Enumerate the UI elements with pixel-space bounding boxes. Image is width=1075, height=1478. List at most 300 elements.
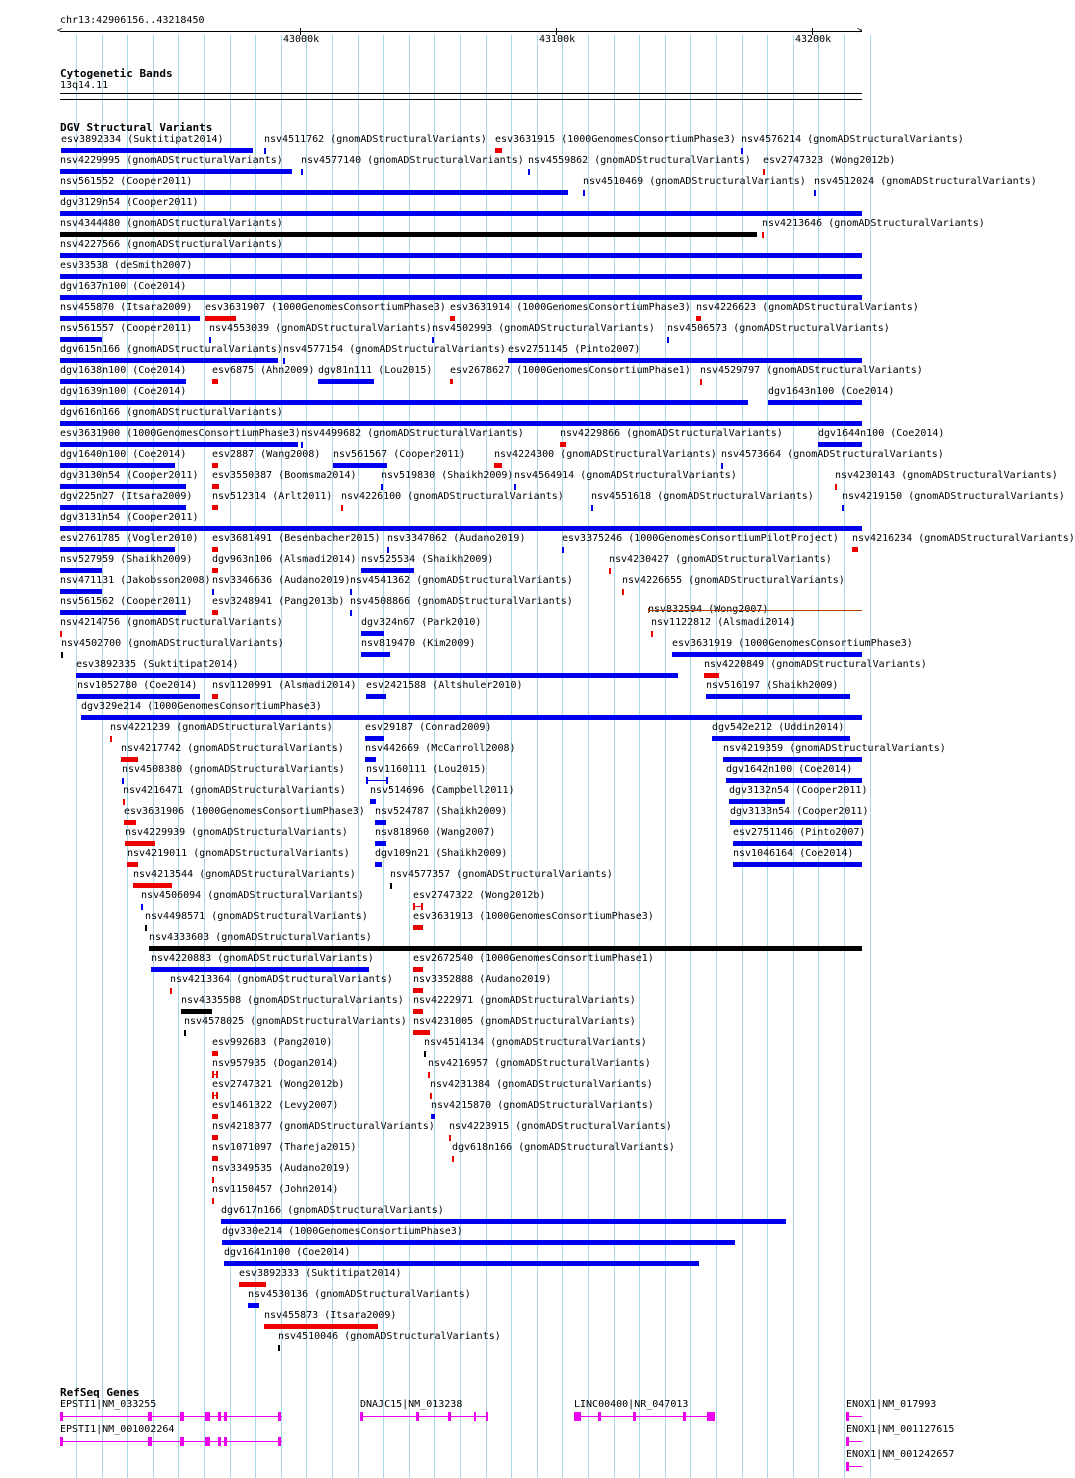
variant-label[interactable]: nsv818960 (Wang2007)	[375, 827, 496, 838]
variant-bar[interactable]	[141, 904, 143, 910]
variant-bar[interactable]	[350, 610, 352, 616]
variant-label[interactable]: esv3631906 (1000GenomesConsortiumPhase3)	[124, 806, 365, 817]
variant-bar[interactable]	[149, 946, 862, 951]
variant-label[interactable]: nsv4229939 (gnomADStructuralVariants)	[125, 827, 348, 838]
variant-bar[interactable]	[450, 379, 453, 384]
variant-label[interactable]: dgv3132n54 (Cooper2011)	[729, 785, 868, 796]
variant-label[interactable]: dgv3130n54 (Cooper2011)	[60, 470, 199, 481]
variant-label[interactable]: nsv1122812 (Alsmadi2014)	[651, 617, 796, 628]
variant-label[interactable]: esv1461322 (Levy2007)	[212, 1100, 339, 1111]
variant-label[interactable]: dgv329e214 (1000GenomesConsortiumPhase3)	[81, 701, 322, 712]
variant-label[interactable]: nsv957935 (Dogan2014)	[212, 1058, 339, 1069]
variant-label[interactable]: esv2761785 (Vogler2010)	[60, 533, 199, 544]
variant-bar[interactable]	[361, 652, 390, 657]
variant-bar[interactable]	[224, 1261, 699, 1266]
variant-bar[interactable]	[212, 1114, 218, 1119]
variant-label[interactable]: nsv4502700 (gnomADStructuralVariants)	[61, 638, 284, 649]
variant-label[interactable]: dgv81n111 (Lou2015)	[318, 365, 433, 376]
variant-bar[interactable]	[413, 1009, 423, 1014]
variant-bar[interactable]	[712, 736, 850, 741]
variant-bar[interactable]	[495, 148, 502, 153]
variant-label[interactable]: dgv1642n100 (Coe2014)	[726, 764, 853, 775]
variant-bar[interactable]	[60, 463, 175, 468]
variant-label[interactable]: nsv4217742 (gnomADStructuralVariants)	[121, 743, 344, 754]
variant-bar[interactable]	[704, 673, 719, 678]
variant-label[interactable]: nsv3347062 (Audano2019)	[387, 533, 526, 544]
variant-bar[interactable]	[212, 1156, 218, 1161]
variant-label[interactable]: esv3550387 (Boomsma2014)	[212, 470, 357, 481]
variant-label[interactable]: esv3631907 (1000GenomesConsortiumPhase3)	[205, 302, 446, 313]
variant-bar[interactable]	[145, 925, 147, 931]
variant-label[interactable]: esv3892335 (Suktitipat2014)	[76, 659, 239, 670]
variant-label[interactable]: nsv4514134 (gnomADStructuralVariants)	[424, 1037, 647, 1048]
variant-bar[interactable]	[835, 484, 837, 490]
gene-exon	[707, 1412, 715, 1421]
variant-bar[interactable]	[450, 316, 455, 321]
variant-bar[interactable]	[583, 190, 585, 196]
variant-bar[interactable]	[365, 736, 384, 741]
variant-label[interactable]: nsv4226100 (gnomADStructuralVariants)	[341, 491, 564, 502]
variant-label[interactable]: esv3248941 (Pang2013b)	[212, 596, 345, 607]
variant-bar[interactable]	[366, 694, 386, 699]
variant-bar[interactable]	[651, 631, 653, 637]
variant-bar[interactable]	[763, 169, 765, 175]
variant-label[interactable]: nsv4506094 (gnomADStructuralVariants)	[141, 890, 364, 901]
variant-bar[interactable]	[60, 379, 186, 384]
variant-bar[interactable]	[221, 1219, 786, 1224]
variant-bar[interactable]	[726, 778, 862, 783]
variant-label[interactable]: nsv4213646 (gnomADStructuralVariants)	[762, 218, 985, 229]
variant-bar[interactable]	[350, 589, 352, 595]
variant-bar[interactable]	[60, 547, 175, 552]
variant-bar[interactable]	[301, 169, 303, 175]
variant-bar[interactable]	[375, 841, 386, 846]
grid-line	[204, 35, 205, 1478]
variant-bar[interactable]	[212, 568, 218, 573]
variant-label[interactable]: nsv4511762 (gnomADStructuralVariants)	[264, 134, 487, 145]
variant-label[interactable]: dgv3131n54 (Cooper2011)	[60, 512, 199, 523]
variant-bar[interactable]	[428, 1072, 430, 1078]
variant-label[interactable]: nsv524787 (Shaikh2009)	[375, 806, 508, 817]
variant-bar[interactable]	[648, 610, 862, 611]
variant-bar[interactable]	[61, 652, 63, 658]
variant-label[interactable]: dgv542e212 (Uddin2014)	[712, 722, 845, 733]
variant-bar[interactable]	[381, 484, 383, 490]
variant-label[interactable]: dgv330e214 (1000GenomesConsortiumPhase3)	[222, 1226, 463, 1237]
variant-label[interactable]: nsv561567 (Cooper2011)	[333, 449, 466, 460]
variant-bar[interactable]	[729, 799, 785, 804]
variant-bar[interactable]	[762, 232, 764, 238]
variant-label[interactable]: nsv1046164 (Coe2014)	[733, 848, 854, 859]
variant-label[interactable]: esv2421588 (Altshuler2010)	[366, 680, 523, 691]
variant-label[interactable]: nsv4213544 (gnomADStructuralVariants)	[133, 869, 356, 880]
variant-label[interactable]: nsv4219150 (gnomADStructuralVariants)	[842, 491, 1065, 502]
variant-bar[interactable]	[514, 484, 516, 490]
variant-label[interactable]: nsv4215870 (gnomADStructuralVariants)	[431, 1100, 654, 1111]
variant-bar[interactable]	[170, 988, 172, 994]
variant-label[interactable]: nsv4512024 (gnomADStructuralVariants)	[814, 176, 1037, 187]
variant-label[interactable]: nsv561557 (Cooper2011)	[60, 323, 193, 334]
variant-label[interactable]: dgv109n21 (Shaikh2009)	[375, 848, 508, 859]
gene-label[interactable]: EPSTI1|NM_001002264	[60, 1424, 175, 1435]
variant-bar[interactable]	[181, 1009, 212, 1014]
variant-label[interactable]: nsv4508866 (gnomADStructuralVariants)	[350, 596, 573, 607]
variant-label[interactable]: nsv1120991 (Alsmadi2014)	[212, 680, 357, 691]
variant-bar[interactable]	[333, 463, 387, 468]
variant-label[interactable]: nsv3352888 (Audano2019)	[413, 974, 552, 985]
variant-bar[interactable]	[81, 715, 862, 720]
variant-bar[interactable]	[133, 883, 172, 888]
gene-intron-line[interactable]	[60, 1416, 282, 1417]
variant-label[interactable]: nsv4551618 (gnomADStructuralVariants)	[591, 491, 814, 502]
variant-bar[interactable]	[60, 337, 102, 342]
variant-label[interactable]: nsv4220849 (gnomADStructuralVariants)	[704, 659, 927, 670]
variant-label[interactable]: dgv1640n100 (Coe2014)	[60, 449, 187, 460]
variant-label[interactable]: nsv1160111 (Lou2015)	[366, 764, 487, 775]
variant-bar[interactable]	[264, 1324, 378, 1329]
cytoband-line-top	[60, 93, 862, 94]
variant-label[interactable]: esv3681491 (Besenbacher2015)	[212, 533, 381, 544]
variant-label[interactable]: nsv4541362 (gnomADStructuralVariants)	[350, 575, 573, 586]
variant-label[interactable]: nsv4564914 (gnomADStructuralVariants)	[514, 470, 737, 481]
variant-label[interactable]: nsv4577357 (gnomADStructuralVariants)	[390, 869, 613, 880]
variant-label[interactable]: dgv616n166 (gnomADStructuralVariants)	[60, 407, 283, 418]
variant-bar[interactable]	[60, 442, 298, 447]
variant-bar[interactable]	[449, 1135, 451, 1141]
variant-label[interactable]: esv2747321 (Wong2012b)	[212, 1079, 345, 1090]
variant-bar[interactable]	[283, 358, 285, 364]
variant-label[interactable]: esv2751146 (Pinto2007)	[733, 827, 866, 838]
variant-label[interactable]: dgv963n106 (Alsmadi2014)	[212, 554, 357, 565]
variant-label[interactable]: esv2751145 (Pinto2007)	[508, 344, 641, 355]
variant-bar[interactable]	[60, 358, 278, 363]
variant-bar[interactable]	[413, 906, 423, 907]
variant-label[interactable]: dgv617n166 (gnomADStructuralVariants)	[221, 1205, 444, 1216]
variant-label[interactable]: nsv4530136 (gnomADStructuralVariants)	[248, 1289, 471, 1300]
variant-bar[interactable]	[413, 988, 423, 993]
variant-label[interactable]: nsv1150457 (John2014)	[212, 1184, 339, 1195]
variant-label[interactable]: nsv4553039 (gnomADStructuralVariants)	[209, 323, 432, 334]
variant-label[interactable]: esv3631913 (1000GenomesConsortiumPhase3)	[413, 911, 654, 922]
variant-bar[interactable]	[60, 169, 292, 174]
variant-label[interactable]: nsv4230143 (gnomADStructuralVariants)	[835, 470, 1058, 481]
variant-bar[interactable]	[125, 841, 155, 846]
variant-label[interactable]: dgv225n27 (Itsara2009)	[60, 491, 193, 502]
variant-label[interactable]: nsv4220883 (gnomADStructuralVariants)	[151, 953, 374, 964]
variant-label[interactable]: nsv516197 (Shaikh2009)	[706, 680, 839, 691]
variant-label[interactable]: nsv4223915 (gnomADStructuralVariants)	[449, 1121, 672, 1132]
variant-bar[interactable]	[508, 358, 862, 363]
variant-bar[interactable]	[741, 148, 743, 154]
variant-label[interactable]: esv2678627 (1000GenomesConsortiumPhase1)	[450, 365, 691, 376]
variant-bar[interactable]	[528, 169, 530, 175]
variant-label[interactable]: nsv3346636 (Audano2019)	[212, 575, 351, 586]
variant-label[interactable]: nsv4213364 (gnomADStructuralVariants)	[170, 974, 393, 985]
variant-label[interactable]: nsv4216957 (gnomADStructuralVariants)	[428, 1058, 651, 1069]
variant-bar[interactable]	[60, 484, 186, 489]
variant-label[interactable]: nsv4498571 (gnomADStructuralVariants)	[145, 911, 368, 922]
variant-bar[interactable]	[212, 1198, 214, 1204]
variant-label[interactable]: esv29187 (Conrad2009)	[365, 722, 492, 733]
variant-bar[interactable]	[212, 505, 218, 510]
variant-bar[interactable]	[700, 379, 702, 385]
variant-bar[interactable]	[60, 421, 862, 426]
variant-bar[interactable]	[609, 568, 611, 574]
variant-label[interactable]: nsv4510046 (gnomADStructuralVariants)	[278, 1331, 501, 1342]
variant-bar[interactable]	[452, 1156, 454, 1162]
variant-bar[interactable]	[77, 694, 200, 699]
variant-label[interactable]: nsv4218377 (gnomADStructuralVariants)	[212, 1121, 435, 1132]
variant-bar[interactable]	[121, 757, 138, 762]
variant-bar[interactable]	[591, 505, 593, 511]
variant-bar[interactable]	[733, 841, 862, 846]
variant-label[interactable]: nsv4573664 (gnomADStructuralVariants)	[721, 449, 944, 460]
variant-bar[interactable]	[60, 274, 862, 279]
variant-label[interactable]: esv33538 (deSmith2007)	[60, 260, 193, 271]
variant-label[interactable]: nsv442669 (McCarroll2008)	[365, 743, 516, 754]
variant-label[interactable]: nsv4231384 (gnomADStructuralVariants)	[430, 1079, 653, 1090]
variant-bar[interactable]	[212, 1135, 218, 1140]
variant-bar[interactable]	[212, 1177, 214, 1183]
variant-bar[interactable]	[60, 526, 862, 531]
variant-bar[interactable]	[60, 631, 62, 637]
variant-bar[interactable]	[60, 211, 862, 216]
variant-bar[interactable]	[212, 1095, 218, 1096]
variant-label[interactable]: nsv455873 (Itsara2009)	[264, 1310, 397, 1321]
variant-bar[interactable]	[60, 610, 186, 615]
variant-bar[interactable]	[110, 736, 112, 742]
gene-intron-line[interactable]	[360, 1416, 488, 1417]
variant-bar[interactable]	[361, 631, 384, 636]
variant-label[interactable]: nsv514696 (Campbell2011)	[370, 785, 515, 796]
variant-label[interactable]: nsv4499682 (gnomADStructuralVariants)	[301, 428, 524, 439]
variant-bar[interactable]	[222, 1240, 735, 1245]
variant-bar[interactable]	[278, 1345, 280, 1351]
variant-bar[interactable]	[706, 694, 850, 699]
gene-intron-line[interactable]	[60, 1441, 282, 1442]
variant-label[interactable]: nsv4577140 (gnomADStructuralVariants)	[301, 155, 524, 166]
variant-label[interactable]: nsv4231005 (gnomADStructuralVariants)	[413, 1016, 636, 1027]
variant-bar[interactable]	[239, 1282, 266, 1287]
variant-bar[interactable]	[818, 442, 862, 447]
variant-bar[interactable]	[212, 1074, 218, 1075]
variant-bar[interactable]	[814, 190, 816, 196]
variant-bar[interactable]	[60, 400, 748, 405]
variant-bar[interactable]	[124, 820, 136, 825]
variant-bar[interactable]	[60, 316, 200, 321]
variant-bar[interactable]	[723, 757, 862, 762]
variant-bar[interactable]	[248, 1303, 259, 1308]
variant-bar[interactable]	[60, 295, 862, 300]
variant-bar[interactable]	[61, 148, 253, 153]
variant-bar[interactable]	[212, 484, 219, 489]
variant-label[interactable]: nsv455870 (Itsara2009)	[60, 302, 193, 313]
variant-label[interactable]: nsv3349535 (Audano2019)	[212, 1163, 351, 1174]
variant-label[interactable]: nsv4214756 (gnomADStructuralVariants)	[60, 617, 283, 628]
variant-bar[interactable]	[852, 547, 858, 552]
gene-label[interactable]: ENOX1|NM_001242657	[846, 1449, 955, 1460]
variant-bar[interactable]	[60, 568, 102, 573]
variant-label[interactable]: esv3631914 (1000GenomesConsortiumPhase3)	[450, 302, 691, 313]
variant-bar[interactable]	[562, 547, 564, 553]
variant-label[interactable]: nsv4219011 (gnomADStructuralVariants)	[127, 848, 350, 859]
variant-label[interactable]: esv2887 (Wang2008)	[212, 449, 321, 460]
gene-label[interactable]: ENOX1|NM_017993	[846, 1399, 937, 1410]
variant-label[interactable]: dgv1638n100 (Coe2014)	[60, 365, 187, 376]
variant-bar[interactable]	[184, 1030, 186, 1036]
variant-bar[interactable]	[60, 589, 102, 594]
variant-bar[interactable]	[60, 505, 186, 510]
variant-label[interactable]: dgv1641n100 (Coe2014)	[224, 1247, 351, 1258]
variant-bar[interactable]	[365, 757, 376, 762]
variant-bar[interactable]	[60, 190, 568, 195]
variant-bar[interactable]	[341, 505, 343, 511]
variant-bar[interactable]	[301, 442, 303, 448]
variant-label[interactable]: nsv527959 (Shaikh2009)	[60, 554, 193, 565]
variant-label[interactable]: nsv4216471 (gnomADStructuralVariants)	[123, 785, 346, 796]
variant-bar[interactable]	[212, 463, 218, 468]
variant-bar[interactable]	[672, 652, 862, 657]
variant-bar[interactable]	[264, 148, 266, 154]
variant-label[interactable]: nsv4502993 (gnomADStructuralVariants)	[432, 323, 655, 334]
variant-label[interactable]: esv3631915 (1000GenomesConsortiumPhase3)	[495, 134, 736, 145]
gene-label[interactable]: EPSTI1|NM_033255	[60, 1399, 157, 1410]
variant-label[interactable]: nsv4227566 (gnomADStructuralVariants)	[60, 239, 283, 250]
variant-bar[interactable]	[430, 1093, 432, 1099]
variant-bar[interactable]	[60, 232, 757, 237]
variant-label[interactable]: esv2747323 (Wong2012b)	[763, 155, 896, 166]
variant-label[interactable]: nsv4529797 (gnomADStructuralVariants)	[700, 365, 923, 376]
variant-bar[interactable]	[212, 379, 218, 384]
variant-label[interactable]: nsv512314 (Arlt2011)	[212, 491, 333, 502]
variant-label[interactable]: esv3631919 (1000GenomesConsortiumPhase3)	[672, 638, 913, 649]
variant-label[interactable]: esv6875 (Ahn2009)	[212, 365, 315, 376]
variant-bar[interactable]	[212, 547, 218, 552]
variant-bar[interactable]	[366, 780, 388, 781]
variant-bar[interactable]	[667, 337, 669, 343]
variant-bar[interactable]	[127, 862, 138, 867]
variant-bar[interactable]	[205, 316, 236, 321]
variant-label[interactable]: nsv471131 (Jakobsson2008)	[60, 575, 211, 586]
variant-label[interactable]: nsv4226623 (gnomADStructuralVariants)	[696, 302, 919, 313]
variant-label[interactable]: nsv819470 (Kim2009)	[361, 638, 476, 649]
variant-label[interactable]: nsv561552 (Cooper2011)	[60, 176, 193, 187]
variant-label[interactable]: nsv1052780 (Coe2014)	[77, 680, 198, 691]
variant-bar[interactable]	[151, 967, 369, 972]
variant-label[interactable]: nsv4219359 (gnomADStructuralVariants)	[723, 743, 946, 754]
variant-label[interactable]: dgv1644n100 (Coe2014)	[818, 428, 945, 439]
variant-bar[interactable]	[318, 379, 374, 384]
variant-label[interactable]: esv3631900 (1000GenomesConsortiumPhase3)	[60, 428, 301, 439]
variant-label[interactable]: nsv4229995 (gnomADStructuralVariants)	[60, 155, 283, 166]
variant-bar[interactable]	[122, 778, 124, 784]
variant-label[interactable]: nsv525534 (Shaikh2009)	[361, 554, 494, 565]
variant-bar[interactable]	[209, 337, 211, 343]
variant-bar[interactable]	[622, 589, 624, 595]
variant-bar[interactable]	[212, 589, 214, 595]
variant-label[interactable]: nsv1071097 (Thareja2015)	[212, 1142, 357, 1153]
variant-label[interactable]: nsv4510469 (gnomADStructuralVariants)	[583, 176, 806, 187]
variant-label[interactable]: nsv4230427 (gnomADStructuralVariants)	[609, 554, 832, 565]
variant-label[interactable]: esv3892334 (Suktitipat2014)	[61, 134, 224, 145]
variant-label[interactable]: nsv4576214 (gnomADStructuralVariants)	[741, 134, 964, 145]
cytoband-label: 13q14.11	[60, 80, 109, 91]
variant-label[interactable]: dgv1643n100 (Coe2014)	[768, 386, 895, 397]
variant-label[interactable]: dgv3133n54 (Cooper2011)	[730, 806, 869, 817]
variant-bar[interactable]	[361, 568, 414, 573]
variant-label[interactable]: dgv1639n100 (Coe2014)	[60, 386, 187, 397]
variant-bar[interactable]	[413, 1030, 430, 1035]
variant-label[interactable]: nsv4224300 (gnomADStructuralVariants)	[494, 449, 717, 460]
variant-label[interactable]: nsv4226655 (gnomADStructuralVariants)	[622, 575, 845, 586]
variant-bar[interactable]	[733, 862, 862, 867]
variant-bar[interactable]	[494, 463, 502, 468]
variant-label[interactable]: esv3375246 (1000GenomesConsortiumPilotProject)	[562, 533, 839, 544]
variant-label[interactable]: nsv561562 (Cooper2011)	[60, 596, 193, 607]
variant-bar[interactable]	[390, 883, 392, 889]
variant-label[interactable]: esv3892333 (Suktitipat2014)	[239, 1268, 402, 1279]
variant-label[interactable]: nsv4506573 (gnomADStructuralVariants)	[667, 323, 890, 334]
variant-bar[interactable]	[432, 337, 434, 343]
variant-label[interactable]: nsv4508380 (gnomADStructuralVariants)	[122, 764, 345, 775]
variant-bar[interactable]	[76, 673, 678, 678]
variant-label[interactable]: nsv4333603 (gnomADStructuralVariants)	[149, 932, 372, 943]
variant-bar[interactable]	[375, 862, 382, 867]
gene-label[interactable]: ENOX1|NM_001127615	[846, 1424, 955, 1435]
variant-bar[interactable]	[842, 505, 844, 511]
variant-label[interactable]: dgv324n67 (Park2010)	[361, 617, 482, 628]
variant-label[interactable]: esv2747322 (Wong2012b)	[413, 890, 546, 901]
variant-label[interactable]: nsv4344480 (gnomADStructuralVariants)	[60, 218, 283, 229]
variant-label[interactable]: esv992683 (Pang2010)	[212, 1037, 333, 1048]
variant-bar[interactable]	[696, 316, 701, 321]
variant-label[interactable]: dgv615n166 (gnomADStructuralVariants)	[60, 344, 283, 355]
variant-bar[interactable]	[431, 1114, 435, 1119]
variant-bar[interactable]	[730, 820, 862, 825]
variant-bar[interactable]	[721, 463, 723, 469]
variant-label[interactable]: nsv4559862 (gnomADStructuralVariants)	[528, 155, 751, 166]
variant-bar[interactable]	[424, 1051, 426, 1057]
variant-bar[interactable]	[413, 967, 423, 972]
variant-bar[interactable]	[212, 1051, 218, 1056]
gene-label[interactable]: LINC00400|NR_047013	[574, 1399, 689, 1410]
variant-bar[interactable]	[123, 799, 125, 805]
variant-label[interactable]: nsv519830 (Shaikh2009)	[381, 470, 514, 481]
variant-label[interactable]: nsv4335508 (gnomADStructuralVariants)	[181, 995, 404, 1006]
variant-label[interactable]: nsv4577154 (gnomADStructuralVariants)	[283, 344, 506, 355]
variant-bar[interactable]	[768, 400, 862, 405]
variant-bar[interactable]	[375, 820, 386, 825]
variant-label[interactable]: esv2672540 (1000GenomesConsortiumPhase1)	[413, 953, 654, 964]
variant-label[interactable]: nsv4216234 (gnomADStructuralVariants)	[852, 533, 1075, 544]
variant-label[interactable]: dgv1637n100 (Coe2014)	[60, 281, 187, 292]
variant-bar[interactable]	[413, 925, 423, 930]
variant-bar[interactable]	[212, 610, 218, 615]
variant-label[interactable]: nsv4578025 (gnomADStructuralVariants)	[184, 1016, 407, 1027]
variant-label[interactable]: nsv4222971 (gnomADStructuralVariants)	[413, 995, 636, 1006]
variant-bar[interactable]	[560, 442, 566, 447]
variant-label[interactable]: nsv4221239 (gnomADStructuralVariants)	[110, 722, 333, 733]
variant-bar[interactable]	[387, 547, 389, 553]
gene-intron-line[interactable]	[574, 1416, 715, 1417]
variant-bar[interactable]	[212, 694, 218, 699]
variant-label[interactable]: nsv4229866 (gnomADStructuralVariants)	[560, 428, 783, 439]
gene-label[interactable]: DNAJC15|NM_013238	[360, 1399, 463, 1410]
variant-label[interactable]: dgv3129n54 (Cooper2011)	[60, 197, 199, 208]
variant-bar[interactable]	[370, 799, 376, 804]
variant-bar[interactable]	[60, 253, 862, 258]
variant-label[interactable]: dgv618n166 (gnomADStructuralVariants)	[452, 1142, 675, 1153]
